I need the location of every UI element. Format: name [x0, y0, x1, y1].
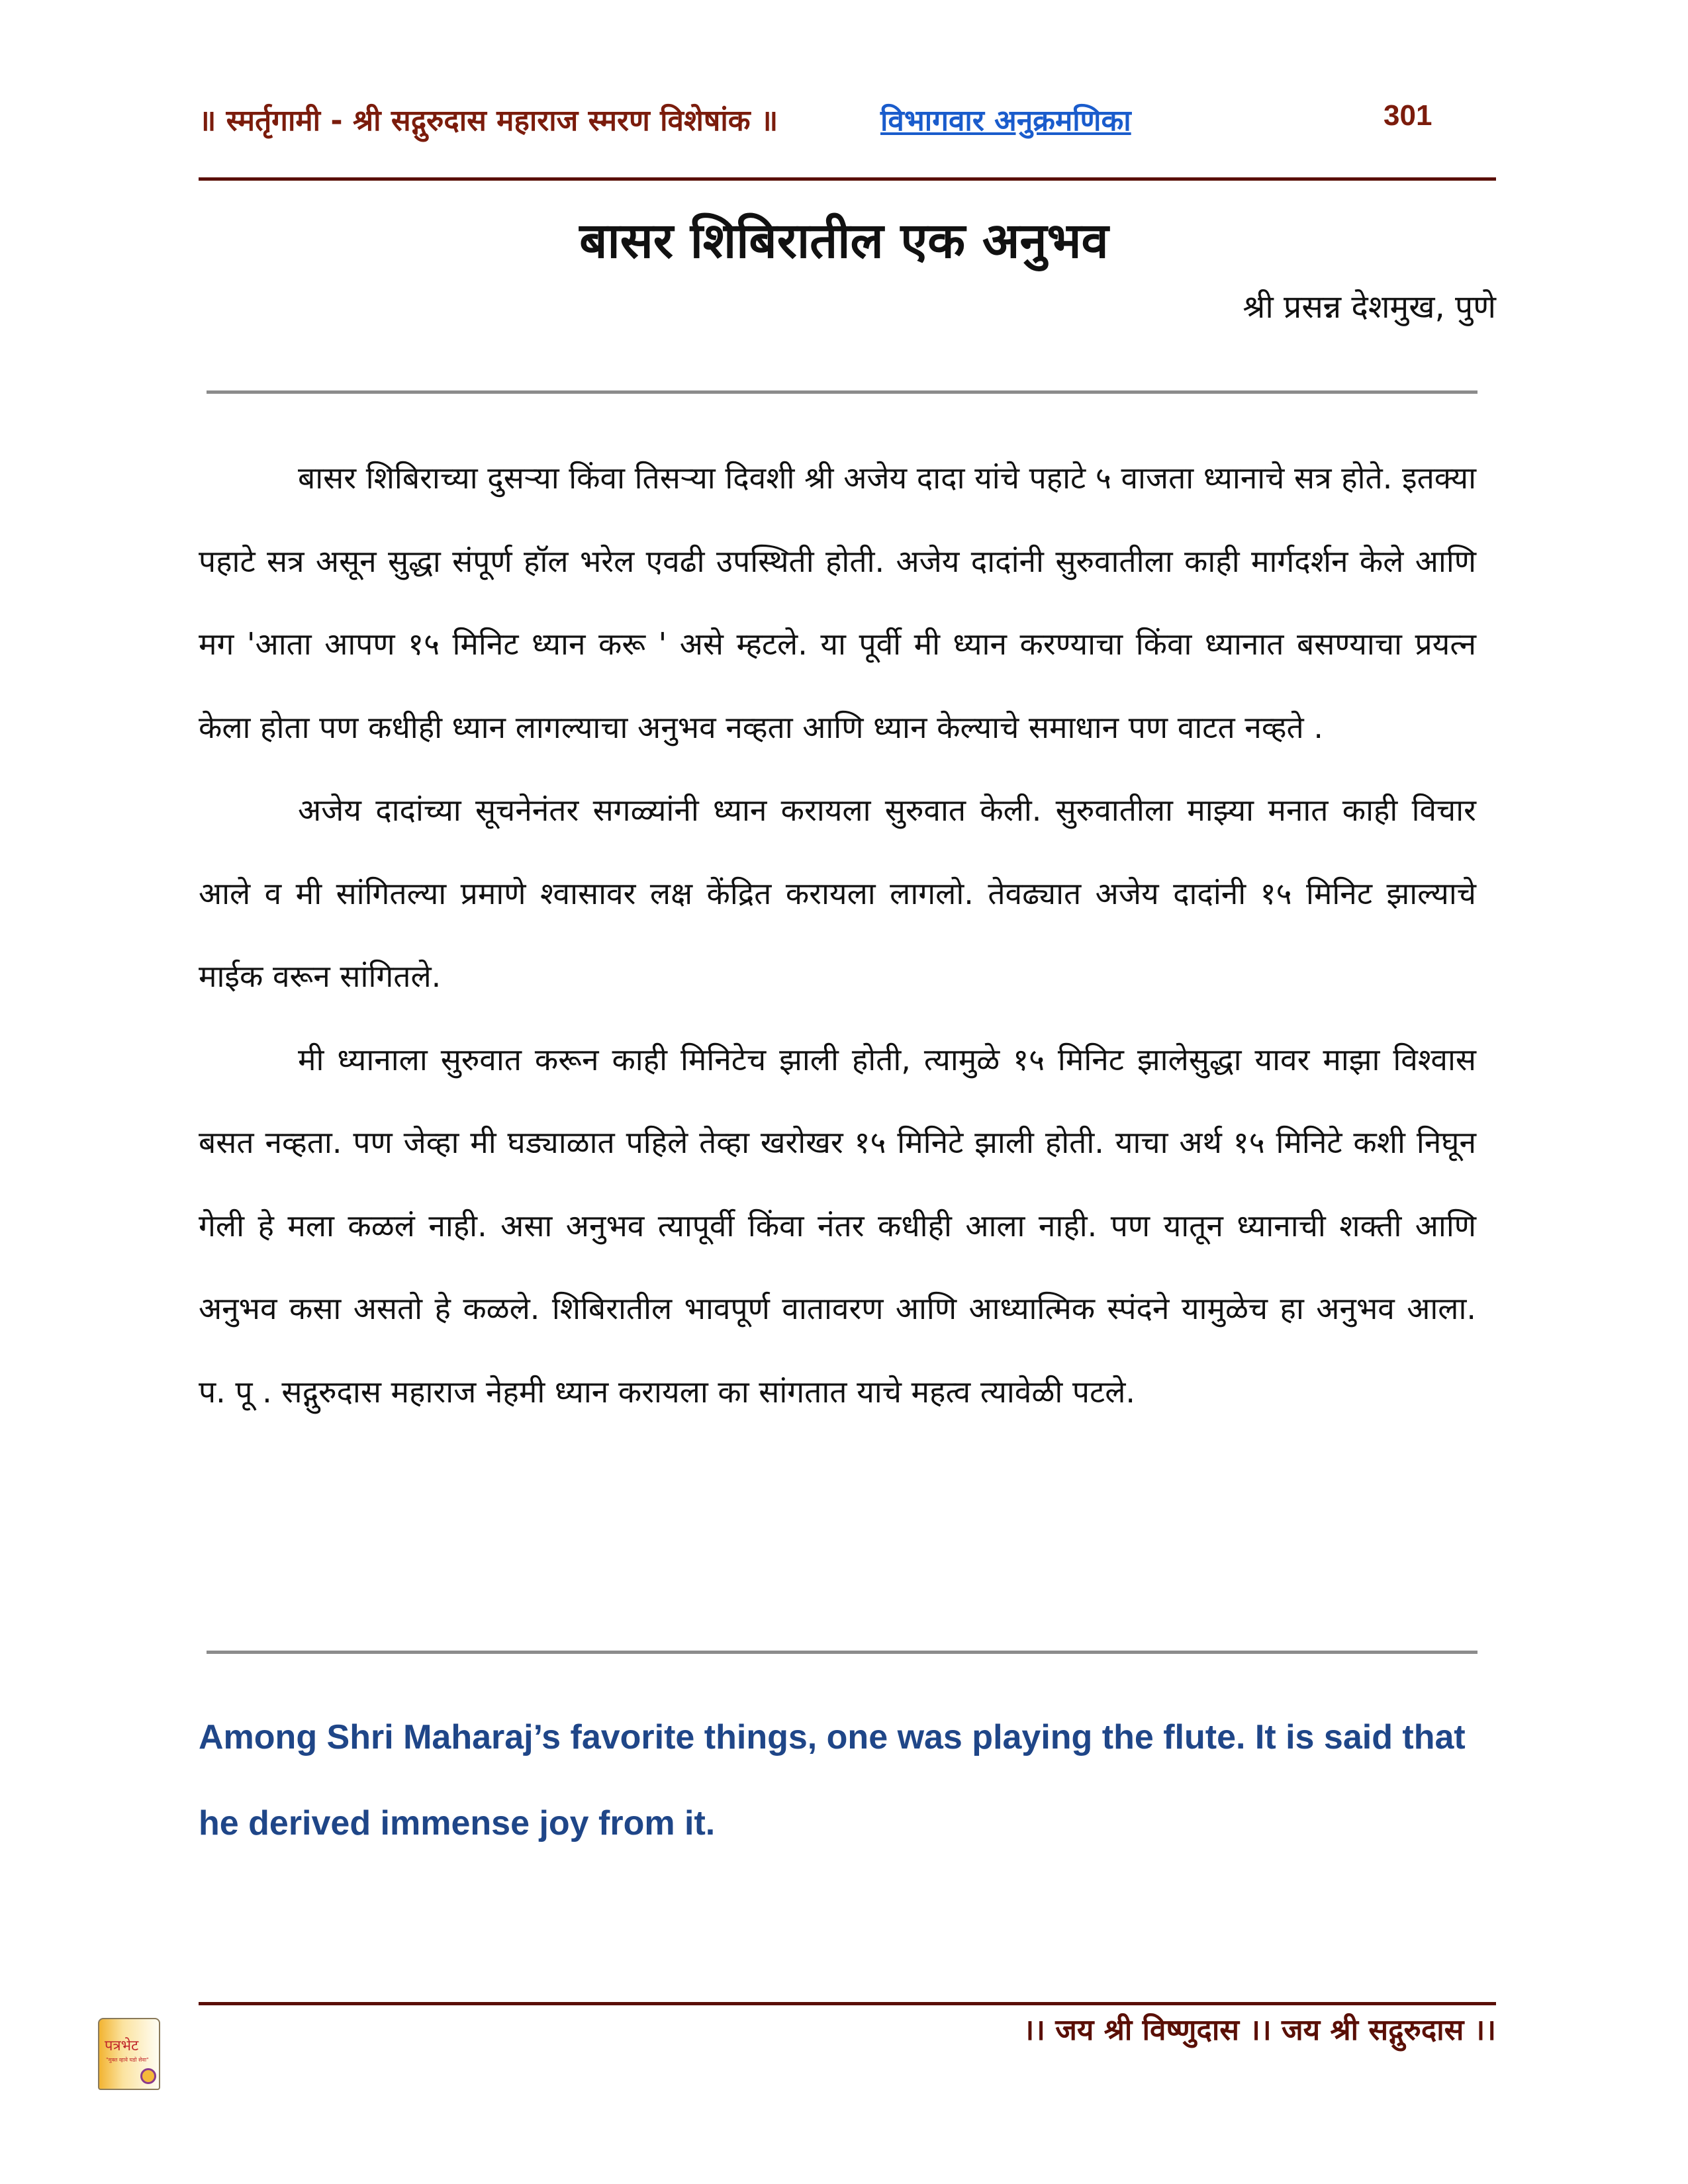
page-header — [199, 99, 1496, 152]
footer-salutation: ।। जय श्री विष्णुदास ।। जय श्री सद्गुरुदास ।। — [1023, 2013, 1496, 2047]
body-divider — [207, 1651, 1477, 1654]
article-body — [199, 437, 1476, 1433]
index-link[interactable]: विभागवार अनुक्रमणिका — [880, 104, 1131, 138]
article-title: बासर शिबिरातील एक अनुभव — [579, 212, 1109, 269]
footer-divider — [199, 2002, 1496, 2005]
header-divider — [199, 177, 1496, 181]
paragraph: अजेय दादांच्या सूचनेनंतर सगळ्यांनी ध्यान करायला सुरुवात केली. सुरुवातीला माझ्या मनात काही विचार आले व मी सांगितल्या प्रमाणे श्वासावर लक्ष केंद्रित करायला लागलो. तेवढ्यात अजेय दादांनी १५ मिनिट झाल्याचे माईक वरून सांगितले. — [199, 792, 1476, 994]
medal-icon — [140, 2068, 156, 2084]
highlight-quote: Among Shri Maharaj’s favorite things, one was playing the flute. It is said that he derived immense joy from it. — [199, 1718, 1466, 1843]
paragraph: बासर शिबिराच्या दुसऱ्या किंवा तिसऱ्या दिवशी श्री अजेय दादा यांचे पहाटे ५ वाजता ध्यानाचे सत्र होते. इतक्या पहाटे सत्र असून सुद्धा संपूर्ण हॉल भरेल एवढी उपस्थिती होती. अजेय दादांनी सुरुवातीला काही मार्गदर्शन केले आणि मग 'आता आपण १५ मिनिट ध्यान करू ' असे म्हटले. या पूर्वी मी ध्यान करण्याचा किंवा ध्यानात बसण्याचा प्रयत्न केला होता पण कधीही ध्यान लागल्याचा अनुभव नव्हता आणि ध्यान केल्याचे समाधान पण वाटत नव्हते . — [199, 460, 1476, 745]
patrabhet-logo-icon — [93, 2015, 165, 2095]
page-number: 301 — [1383, 99, 1432, 132]
paragraph: मी ध्यानाला सुरुवात करून काही मिनिटेच झाली होती, त्यामुळे १५ मिनिट झालेसुद्धा यावर माझा विश्वास बसत नव्हता. पण जेव्हा मी घड्याळात पहिले तेव्हा खरोखर १५ मिनिटे झाली होती. याचा अर्थ १५ मिनिटे कशी निघून गेली हे मला कळलं नाही. असा अनुभव त्यापूर्वी किंवा नंतर कधीही आला नाही. पण यातून ध्यानाची शक्ती आणि अनुभव कसा असतो हे कळले. शिबिरातील भावपूर्ण वातावरण आणि आध्यात्मिक स्पंदने यामुळेच हा अनुभव आला. प. पू . सद्गुरुदास महाराज नेहमी ध्यान करायला का सांगतात याचे महत्व त्यावेळी पटले. — [199, 1041, 1476, 1410]
article-author: श्री प्रसन्न देशमुख, पुणे — [1243, 289, 1496, 326]
logo-label: पत्रभेट — [105, 2038, 139, 2054]
title-divider — [207, 390, 1477, 394]
logo-tagline: "मुक्त व्हावे घडो सेवा" — [106, 2057, 149, 2063]
publication-title: ॥ स्मर्तृगामी - श्री सद्गुरुदास महाराज स्मरण विशेषांक ॥ — [199, 104, 778, 138]
